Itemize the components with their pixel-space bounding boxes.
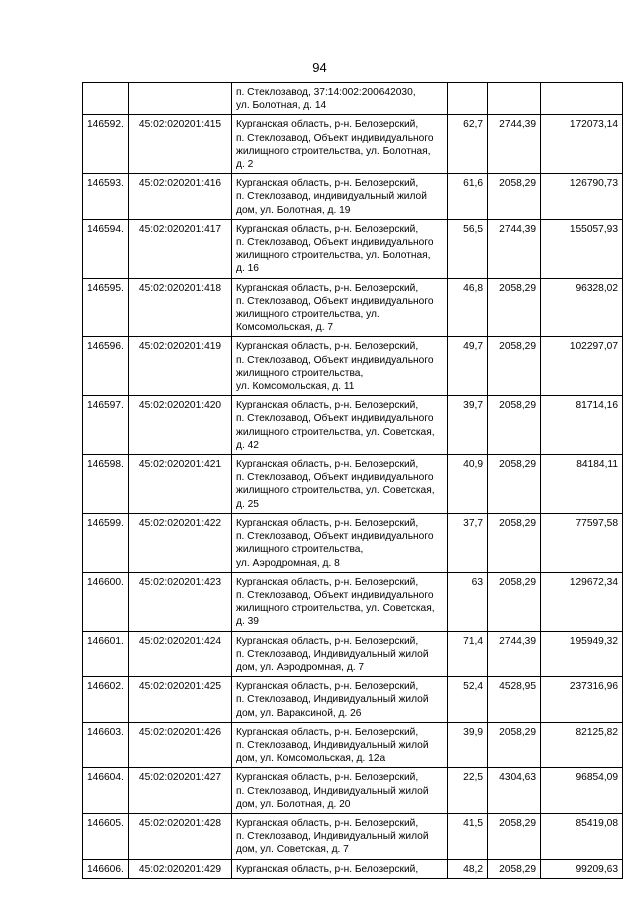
- address-line: Курганская область, р-н. Белозерский,: [236, 223, 419, 235]
- address-line: п. Стеклозавод, Объект индивидуального: [236, 531, 434, 543]
- area-cell: 62,7: [448, 115, 488, 174]
- area-cell: 61,6: [448, 174, 488, 220]
- area-cell: 22,5: [448, 768, 488, 814]
- cadastral-number-cell: 45:02:020201:421: [129, 455, 232, 514]
- cadastral-value-cell: [541, 83, 623, 115]
- cadastral-number-cell: [129, 83, 232, 115]
- address-line: Курганская область, р-н. Белозерский,: [236, 517, 419, 529]
- table-row: [83, 115, 623, 174]
- row-number-cell: 146592.: [83, 115, 129, 174]
- address-line: п. Стеклозавод, Объект индивидуального: [236, 237, 434, 249]
- cadastral-number-cell: 45:02:020201:422: [129, 513, 232, 572]
- cadastral-number-cell: 45:02:020201:427: [129, 768, 232, 814]
- address-line: Курганская область, р-н. Белозерский,: [236, 282, 419, 294]
- area-cell: [448, 83, 488, 115]
- address-cell: [232, 813, 448, 859]
- specific-value-cell: 2058,29: [488, 722, 541, 768]
- area-cell: 41,5: [448, 813, 488, 859]
- address-line: п. Стеклозавод, Индивидуальный жилой: [236, 831, 429, 843]
- row-number-cell: [83, 83, 129, 115]
- specific-value-cell: 2058,29: [488, 859, 541, 878]
- table-row: [83, 455, 623, 514]
- address-line: жилищного строительства,: [236, 544, 364, 556]
- cadastral-number-cell: 45:02:020201:418: [129, 278, 232, 337]
- address-line: Курганская область, р-н. Белозерский,: [236, 119, 419, 131]
- area-cell: 46,8: [448, 278, 488, 337]
- cadastral-value-cell: 96328,02: [541, 278, 623, 337]
- address-line: д. 39: [236, 616, 259, 628]
- address-cell: [232, 513, 448, 572]
- area-cell: 40,9: [448, 455, 488, 514]
- specific-value-cell: 2058,29: [488, 455, 541, 514]
- cadastral-value-cell: 126790,73: [541, 174, 623, 220]
- specific-value-cell: 4304,63: [488, 768, 541, 814]
- address-cell: [232, 722, 448, 768]
- address-line: п. Стеклозавод, Индивидуальный жилой: [236, 694, 429, 706]
- address-line: ул. Комсомольская, д. 11: [236, 381, 355, 393]
- specific-value-cell: [488, 83, 541, 115]
- table-row: [83, 813, 623, 859]
- address-line: п. Стеклозавод, Объект индивидуального: [236, 132, 434, 144]
- table-row: [83, 278, 623, 337]
- cadastral-value-cell: 237316,96: [541, 677, 623, 723]
- address-line: Курганская область, р-н. Белозерский,: [236, 772, 419, 784]
- cadastral-number-cell: 45:02:020201:417: [129, 219, 232, 278]
- table-row: [83, 631, 623, 677]
- area-cell: 56,5: [448, 219, 488, 278]
- cadastral-number-cell: 45:02:020201:423: [129, 572, 232, 631]
- row-number-cell: 146604.: [83, 768, 129, 814]
- specific-value-cell: 2744,39: [488, 631, 541, 677]
- cadastral-value-cell: 96854,09: [541, 768, 623, 814]
- cadastral-value-cell: 155057,93: [541, 219, 623, 278]
- address-line: Комсомольская, д. 7: [236, 322, 334, 334]
- row-number-cell: 146597.: [83, 396, 129, 455]
- address-line: п. Стеклозавод, Объект индивидуального: [236, 354, 434, 366]
- address-cell: [232, 219, 448, 278]
- table-row: [83, 396, 623, 455]
- table-body: [83, 83, 623, 879]
- address-line: жилищного строительства, ул. Советская,: [236, 485, 435, 497]
- row-number-cell: 146605.: [83, 813, 129, 859]
- address-line: Курганская область, р-н. Белозерский,: [236, 681, 419, 693]
- area-cell: 71,4: [448, 631, 488, 677]
- cadastral-value-cell: 195949,32: [541, 631, 623, 677]
- address-line: дом, ул. Болотная, д. 19: [236, 204, 351, 216]
- address-line: Курганская область, р-н. Белозерский,: [236, 817, 419, 829]
- specific-value-cell: 2744,39: [488, 219, 541, 278]
- address-line: п. Стеклозавод, Объект индивидуального: [236, 295, 434, 307]
- address-line: дом, ул. Аэродромная, д. 7: [236, 661, 365, 673]
- address-cell: [232, 83, 448, 115]
- address-line: Курганская область, р-н. Белозерский,: [236, 576, 419, 588]
- address-cell: [232, 396, 448, 455]
- address-line: п. Стеклозавод, Индивидуальный жилой: [236, 785, 429, 797]
- address-line: п. Стеклозавод, Объект индивидуального: [236, 589, 434, 601]
- specific-value-cell: 2058,29: [488, 278, 541, 337]
- cadastral-number-cell: 45:02:020201:416: [129, 174, 232, 220]
- address-line: Курганская область, р-н. Белозерский,: [236, 341, 419, 353]
- address-line: жилищного строительства, ул.: [236, 309, 380, 321]
- table-row: [83, 83, 623, 115]
- cadastral-value-cell: 81714,16: [541, 396, 623, 455]
- area-cell: 39,7: [448, 396, 488, 455]
- address-line: ул. Аэродромная, д. 8: [236, 557, 340, 569]
- address-line: Курганская область, р-н. Белозерский,: [236, 178, 419, 190]
- row-number-cell: 146601.: [83, 631, 129, 677]
- cadastral-number-cell: 45:02:020201:425: [129, 677, 232, 723]
- address-cell: [232, 859, 448, 878]
- address-line: д. 42: [236, 439, 259, 451]
- area-cell: 37,7: [448, 513, 488, 572]
- cadastral-number-cell: 45:02:020201:429: [129, 859, 232, 878]
- address-cell: [232, 631, 448, 677]
- specific-value-cell: 2058,29: [488, 513, 541, 572]
- address-line: п. Стеклозавод, индивидуальный жилой: [236, 191, 427, 203]
- address-cell: [232, 278, 448, 337]
- address-cell: [232, 677, 448, 723]
- row-number-cell: 146606.: [83, 859, 129, 878]
- table-row: [83, 768, 623, 814]
- table-row: [83, 677, 623, 723]
- cadastral-value-cell: 99209,63: [541, 859, 623, 878]
- address-line: дом, ул. Комсомольская, д. 12а: [236, 753, 386, 765]
- row-number-cell: 146602.: [83, 677, 129, 723]
- cadastral-value-cell: 84184,11: [541, 455, 623, 514]
- address-line: жилищного строительства, ул. Советская,: [236, 426, 435, 438]
- address-line: жилищного строительства, ул. Болотная,: [236, 145, 431, 157]
- address-line: ул. Болотная, д. 14: [236, 100, 327, 112]
- table-row: [83, 572, 623, 631]
- specific-value-cell: 2058,29: [488, 813, 541, 859]
- cadastral-number-cell: 45:02:020201:420: [129, 396, 232, 455]
- address-line: жилищного строительства, ул. Советская,: [236, 603, 435, 615]
- cadastral-number-cell: 45:02:020201:424: [129, 631, 232, 677]
- address-line: Курганская область, р-н. Белозерский,: [236, 400, 419, 412]
- area-cell: 63: [448, 572, 488, 631]
- address-line: Курганская область, р-н. Белозерский,: [236, 863, 419, 875]
- area-cell: 49,7: [448, 337, 488, 396]
- cadastral-number-cell: 45:02:020201:415: [129, 115, 232, 174]
- address-cell: [232, 115, 448, 174]
- area-cell: 52,4: [448, 677, 488, 723]
- area-cell: 48,2: [448, 859, 488, 878]
- table-row: [83, 722, 623, 768]
- cadastral-value-table: [82, 82, 623, 879]
- address-line: д. 2: [236, 159, 254, 171]
- address-line: п. Стеклозавод, Индивидуальный жилой: [236, 739, 429, 751]
- address-line: Курганская область, р-н. Белозерский,: [236, 635, 419, 647]
- address-line: дом, ул. Вараксиной, д. 26: [236, 707, 362, 719]
- address-line: жилищного строительства, ул. Болотная,: [236, 250, 431, 262]
- table-row: [83, 174, 623, 220]
- address-line: Курганская область, р-н. Белозерский,: [236, 726, 419, 738]
- cadastral-value-cell: 85419,08: [541, 813, 623, 859]
- row-number-cell: 146594.: [83, 219, 129, 278]
- address-line: Курганская область, р-н. Белозерский,: [236, 459, 419, 471]
- specific-value-cell: 4528,95: [488, 677, 541, 723]
- address-line: дом, ул. Советская, д. 7: [236, 844, 349, 856]
- cadastral-value-cell: 77597,58: [541, 513, 623, 572]
- cadastral-value-cell: 172073,14: [541, 115, 623, 174]
- table-row: [83, 337, 623, 396]
- address-cell: [232, 455, 448, 514]
- address-line: д. 25: [236, 498, 259, 510]
- cadastral-number-cell: 45:02:020201:428: [129, 813, 232, 859]
- address-line: п. Стеклозавод, 37:14:002:200642030,: [236, 87, 416, 98]
- specific-value-cell: 2058,29: [488, 396, 541, 455]
- row-number-cell: 146603.: [83, 722, 129, 768]
- address-line: п. Стеклозавод, Объект индивидуального: [236, 472, 434, 484]
- row-number-cell: 146600.: [83, 572, 129, 631]
- address-cell: [232, 337, 448, 396]
- cadastral-number-cell: 45:02:020201:426: [129, 722, 232, 768]
- row-number-cell: 146596.: [83, 337, 129, 396]
- row-number-cell: 146599.: [83, 513, 129, 572]
- address-cell: [232, 572, 448, 631]
- address-line: п. Стеклозавод, Объект индивидуального: [236, 413, 434, 425]
- address-line: д. 16: [236, 263, 259, 275]
- specific-value-cell: 2058,29: [488, 572, 541, 631]
- address-cell: [232, 174, 448, 220]
- page-number: 94: [312, 60, 327, 75]
- specific-value-cell: 2058,29: [488, 174, 541, 220]
- row-number-cell: 146595.: [83, 278, 129, 337]
- cadastral-value-cell: 129672,34: [541, 572, 623, 631]
- table-row: [83, 219, 623, 278]
- address-line: дом, ул. Болотная, д. 20: [236, 798, 351, 810]
- cadastral-value-cell: 102297,07: [541, 337, 623, 396]
- address-line: жилищного строительства,: [236, 367, 364, 379]
- specific-value-cell: 2058,29: [488, 337, 541, 396]
- table-row: [83, 859, 623, 878]
- row-number-cell: 146598.: [83, 455, 129, 514]
- address-cell: [232, 768, 448, 814]
- cadastral-value-cell: 82125,82: [541, 722, 623, 768]
- table-row: [83, 513, 623, 572]
- row-number-cell: 146593.: [83, 174, 129, 220]
- address-line: п. Стеклозавод, Индивидуальный жилой: [236, 648, 429, 660]
- cadastral-number-cell: 45:02:020201:419: [129, 337, 232, 396]
- area-cell: 39,9: [448, 722, 488, 768]
- specific-value-cell: 2744,39: [488, 115, 541, 174]
